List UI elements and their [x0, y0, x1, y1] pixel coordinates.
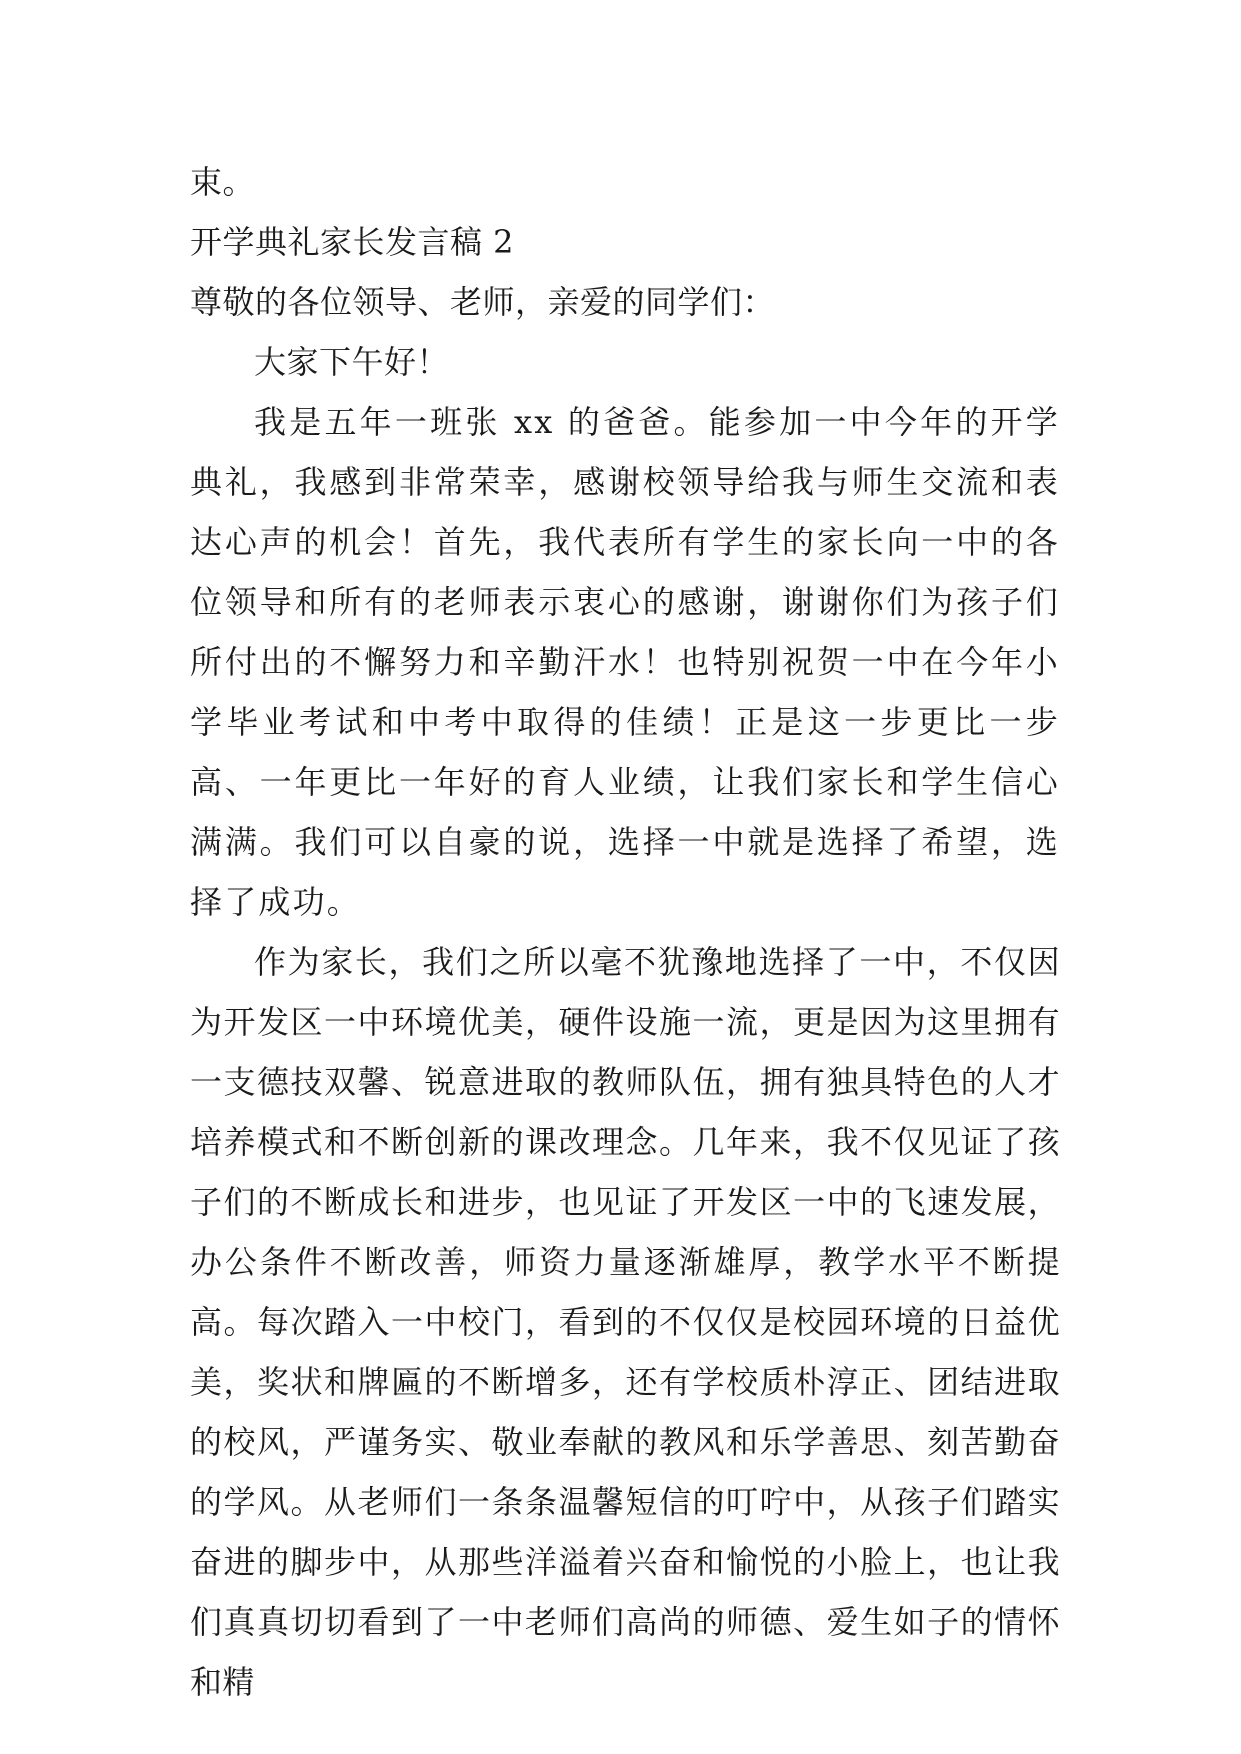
- previous-section-ending: 束。: [190, 163, 256, 201]
- paragraph-intro: 我是五年一班张 xx 的爸爸。能参加一中今年的开学典礼，我感到非常荣幸，感谢校领导给我与师生交流和表达心声的机会！首先，我代表所有学生的家长向一中的各位领导和所有的老师表示衷心的感谢，谢谢你们为孩子们所付出的不懈努力和辛勤汗水！也特别祝贺一中在今年小学毕业考试和中考中取得的佳绩！正是这一步更比一步高、一年更比一年好的育人业绩，让我们家长和学生信心满满。我们可以自豪的说，选择一中就是选择了希望，选择了成功。: [190, 403, 1060, 921]
- greeting: 大家下午好！: [254, 343, 450, 381]
- document-page: [190, 152, 1060, 1712]
- salutation: 尊敬的各位领导、老师，亲爱的同学们：: [190, 283, 776, 321]
- section-heading: 开学典礼家长发言稿 2: [190, 223, 515, 261]
- paragraph-reasons: 作为家长，我们之所以毫不犹豫地选择了一中，不仅因为开发区一中环境优美，硬件设施一流，更是因为这里拥有一支德技双馨、锐意进取的教师队伍，拥有独具特色的人才培养模式和不断创新的课改理念。几年来，我不仅见证了孩子们的不断成长和进步，也见证了开发区一中的飞速发展，办公条件不断改善，师资力量逐渐雄厚，教学水平不断提高。每次踏入一中校门，看到的不仅仅是校园环境的日益优美，奖状和牌匾的不断增多，还有学校质朴淳正、团结进取的校风，严谨务实、敬业奉献的教风和乐学善思、刻苦勤奋的学风。从老师们一条条温馨短信的叮咛中，从孩子们踏实奋进的脚步中，从那些洋溢着兴奋和愉悦的小脸上，也让我们真真切切看到了一中老师们高尚的师德、爱生如子的情怀和精: [190, 943, 1060, 1701]
